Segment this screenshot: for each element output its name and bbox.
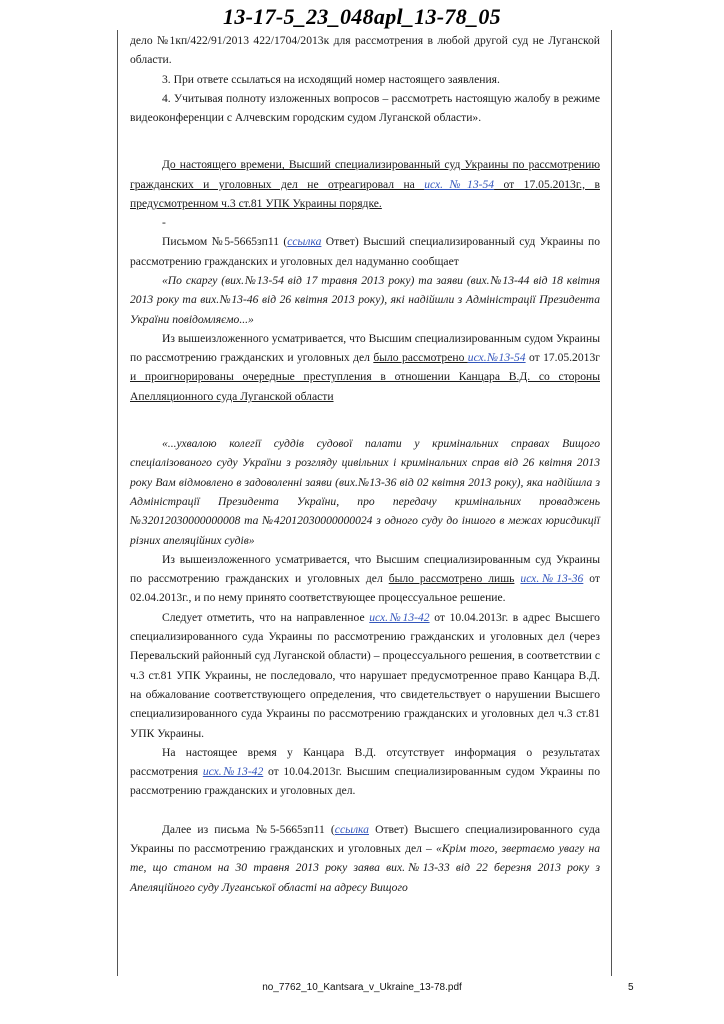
document-body [130, 31, 600, 897]
paragraph-further-letter: Далее из письма №5-5665зп11 (ссылка Ответ) Высшего специализированного суда Украины по рассмотрению гражданских и уголовных дел – «Крім того, звертаємо увагу на те, що станом на 30 травня 2013 року заява вих.№13-33 від 22 березня 2013 року з Апеляційного суду Луганської області на адресу Вищого [130, 822, 600, 894]
outgoing-ref-link[interactable]: исх.№13-54 [424, 177, 495, 191]
paragraph-letter: Письмом №5-5665зп11 (ссылка Ответ) Высший специализированный суд Украины по рассмотрению гражданских и уголовных дел надуманно сообщает [130, 235, 600, 268]
outgoing-ref-link[interactable]: исх.№13-54 [467, 351, 526, 365]
spacer [130, 801, 600, 820]
quote-ukrainian-1: «По скаргу (вих.№13-54 від 17 травня 2013 року) та заяви (вих.№13-44 від 18 квітня 2013 року та вих.№13-46 від 26 квітня 2013 року), які надійшли з Адміністрації Президента України повідомляємо...» [130, 273, 600, 326]
paragraph-item-4: 4. Учитывая полноту изложенных вопросов – рассмотреть настоящую жалобу в режиме видеоконференции с Алчевским городским судом Луганской области». [130, 91, 600, 125]
quote-ukrainian-2: «...ухвалою колегії суддів судової палати у кримінальних справах Вищого спеціалізованого суду України з розгляду цивільних і кримінальних справ від 26 квітня 2013 року Вам відмовлено в задоволенні заяви (вих.№13-36 від 02 квітня 2013 року), яка надійшла з Адміністрації Президента України, про передачу кримінальних проваджень №32012030000000008 та №42012030000000024 з одного суду до іншого в межах юрисдикції різних апеляційних судів» [130, 437, 600, 547]
paragraph-current-status: На настоящее время у Канцара В.Д. отсутствует информация о результатах рассмотрения исх.№13-42 от 10.04.2013г. Высшим специализированным судом Украины по рассмотрению гражданских и уголовных дел. [130, 745, 600, 798]
outgoing-ref-link[interactable]: исх.№13-36 [520, 572, 584, 586]
paragraph-item-3: 3. При ответе ссылаться на исходящий номер настоящего заявления. [162, 72, 500, 86]
paragraph-conclusion-2: Из вышеизложенного усматривается, что Высшим специализированным суд Украины по рассмотрению гражданских и уголовных дел было рассмотрено лишь исх.№13-36 от 02.04.2013г., и по нему принято соответствующее процессуальное решение. [130, 552, 600, 605]
paragraph-no-reaction: До настоящего времени, Высший специализированный суд Украины по рассмотрению гражданских и уголовных дел не отреагировал на исх.№13-54 от 17.05.2013г., в предусмотренном ч.3 ст.81 УПК Украины порядке. [130, 158, 600, 211]
spacer [130, 406, 600, 434]
page-number: 5 [628, 982, 634, 993]
paragraph-note: Следует отметить, что на направленное исх.№13-42 от 10.04.2013г. в адрес Высшего специализированного суда Украины по рассмотрению гражданских и уголовных дел (через Перевальский районный суд Луганской области) – процессуального решения, в соответствии с ч.3 ст.81 УПК Украины, не последовало, что нарушает предусмотренное право Канцара В.Д. на обжалование соответствующего определения, что свидетельствует о нарушении Высшего специализированного суда Украины по рассмотрению гражданских и уголовных дел ч.3 ст.81 УПК Украины. [130, 610, 600, 740]
reference-link[interactable]: ссылка [334, 822, 369, 836]
spacer [130, 127, 600, 155]
outgoing-ref-link[interactable]: исх.№13-42 [202, 765, 264, 779]
outgoing-ref-link[interactable]: исх.№13-42 [369, 610, 430, 624]
paragraph-case-reference: дело №1кп/422/91/2013 422/1704/2013к для рассмотрения в любой другой суд не Луганской области. [130, 34, 600, 67]
footer-filename: no_7762_10_Kantsara_v_Ukraine_13-78.pdf [262, 982, 462, 993]
reference-link[interactable]: ссылка [287, 235, 322, 249]
dash-separator: - [162, 216, 166, 230]
paragraph-conclusion-1: Из вышеизложенного усматривается, что Высшим специализированным судом Украины по рассмотрению гражданских и уголовных дел было рассмотрено исх.№13-54 от 17.05.2013г и проигнорированы очередные преступления в отношении Канцара В.Д. со стороны Апелляционного суда Луганской области [130, 331, 601, 403]
document-reference-header: 13-17-5_23_048apl_13-78_05 [223, 4, 501, 29]
